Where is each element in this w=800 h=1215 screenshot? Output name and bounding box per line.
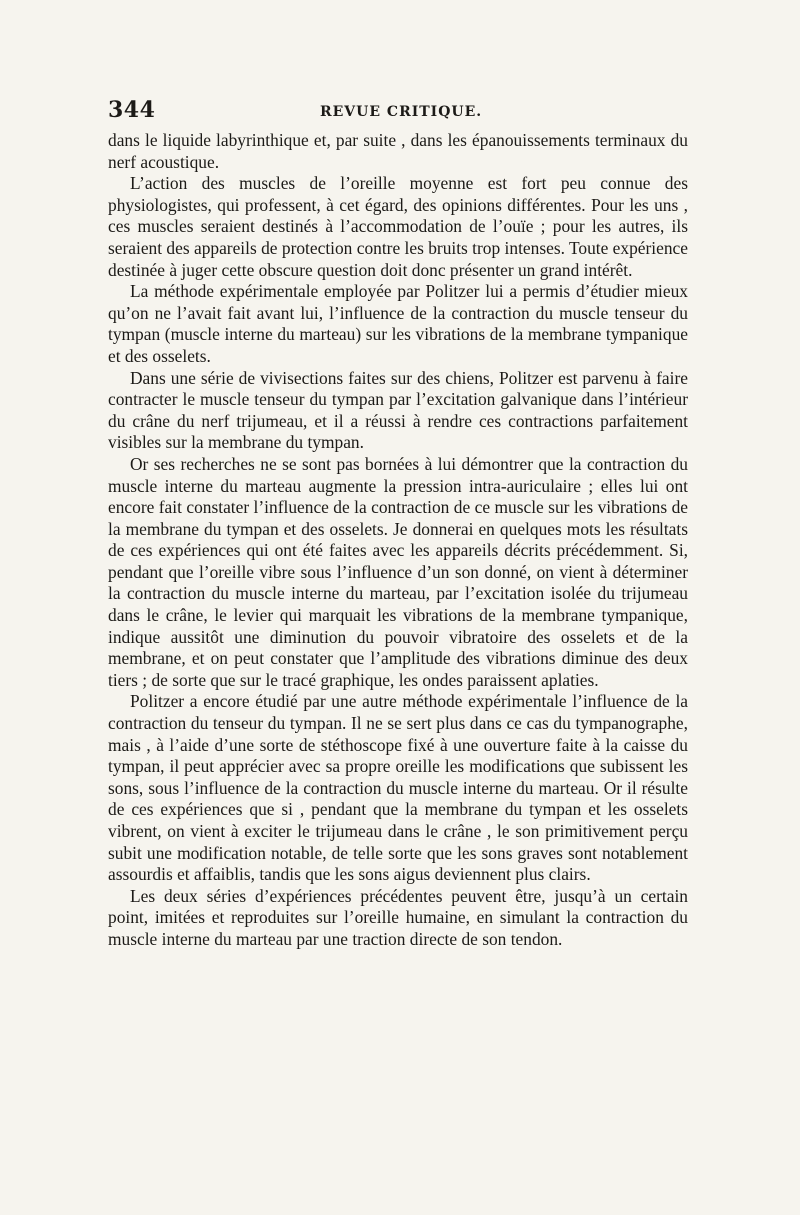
- page-header: [108, 96, 688, 126]
- book-page: [108, 96, 688, 951]
- paragraph-continuation: dans le liquide labyrinthique et, par suite , dans les épanouissements terminaux du nerf acoustique.: [108, 130, 688, 172]
- paragraph-vivisections: Dans une série de vivisections faites sur des chiens, Politzer est parvenu à faire contracter le muscle tenseur du tympan par l’excitation galvanique dans l’intérieur du crâne du nerf trijumeau, et il a réussi à rendre ces contractions parfaitement visibles sur la membrane du tympan.: [108, 367, 688, 453]
- paragraph-human-ear: Les deux séries d’expériences précédentes peuvent être, jusqu’à un certain point, imitées et reproduites sur l’oreille humaine, en simulant la contraction du muscle interne du marteau par une traction directe de son tendon.: [108, 885, 688, 949]
- running-head: REVUE CRITIQUE.: [320, 104, 483, 120]
- page-number: 344: [108, 97, 156, 123]
- paragraph-muscle-action: L’action des muscles de l’oreille moyenne est fort peu connue des physiologistes, qui professent, à cet égard, des opinions différentes. Pour les uns , ces muscles seraient destinés à l’accommodation de l’ouïe ; pour les autres, ils seraient des appareils de protection contre les bruits trop intenses. Toute expérience destinée à juger cette obscure question doit donc présenter un grand intérêt.: [108, 173, 688, 280]
- paragraph-politzer-method: La méthode expérimentale employée par Politzer lui a permis d’étudier mieux qu’on ne l’avait fait avant lui, l’influence de la contraction du muscle tenseur du tympan (muscle interne du marteau) sur les vibrations de la membrane tympanique et des osselets.: [108, 281, 688, 366]
- paragraph-research-results: Or ses recherches ne se sont pas bornées à lui démontrer que la contraction du muscle interne du marteau augmente la pression intra-auriculaire ; elles lui ont encore fait constater l’influence de la contraction de ce muscle sur les vibrations de la membrane du tympan et des osselets. Je donnerai en quelques mots les résultats de ces expériences qui ont été faites avec les appareils décrits précédemment. Si, pendant que l’oreille vibre sous l’influence d’un son donné, on vient à déterminer la contraction du muscle interne du marteau, par l’excitation isolée du trijumeau dans le crâne, le levier qui marquait les vibrations de la membrane tympanique, indique aussitôt une diminution du pouvoir vibratoire des osselets et de la membrane, et on peut constater que l’amplitude des vibrations diminue des deux tiers ; de sorte que sur le tracé graphique, les ondes paraissent aplaties.: [108, 453, 688, 690]
- body-text: [108, 130, 688, 951]
- paragraph-stethoscope-method: Politzer a encore étudié par une autre méthode expérimentale l’influence de la contraction du tenseur du tympan. Il ne se sert plus dans ce cas du tympanographe, mais , à l’aide d’une sorte de stéthoscope fixé à une ouverture faite à la caisse du tympan, il peut apprécier avec sa propre oreille les modifications que subissent les sons, sous l’influence de la contraction du muscle interne du marteau. Or il résulte de ces expériences que si , pendant que la membrane du tympan et les osselets vibrent, on vient à exciter le trijumeau dans le crâne , le son primitivement perçu subit une modification notable, de telle sorte que les sons graves sont notablement assourdis et affaiblis, tandis que les sons aigus deviennent plus clairs.: [108, 691, 688, 885]
